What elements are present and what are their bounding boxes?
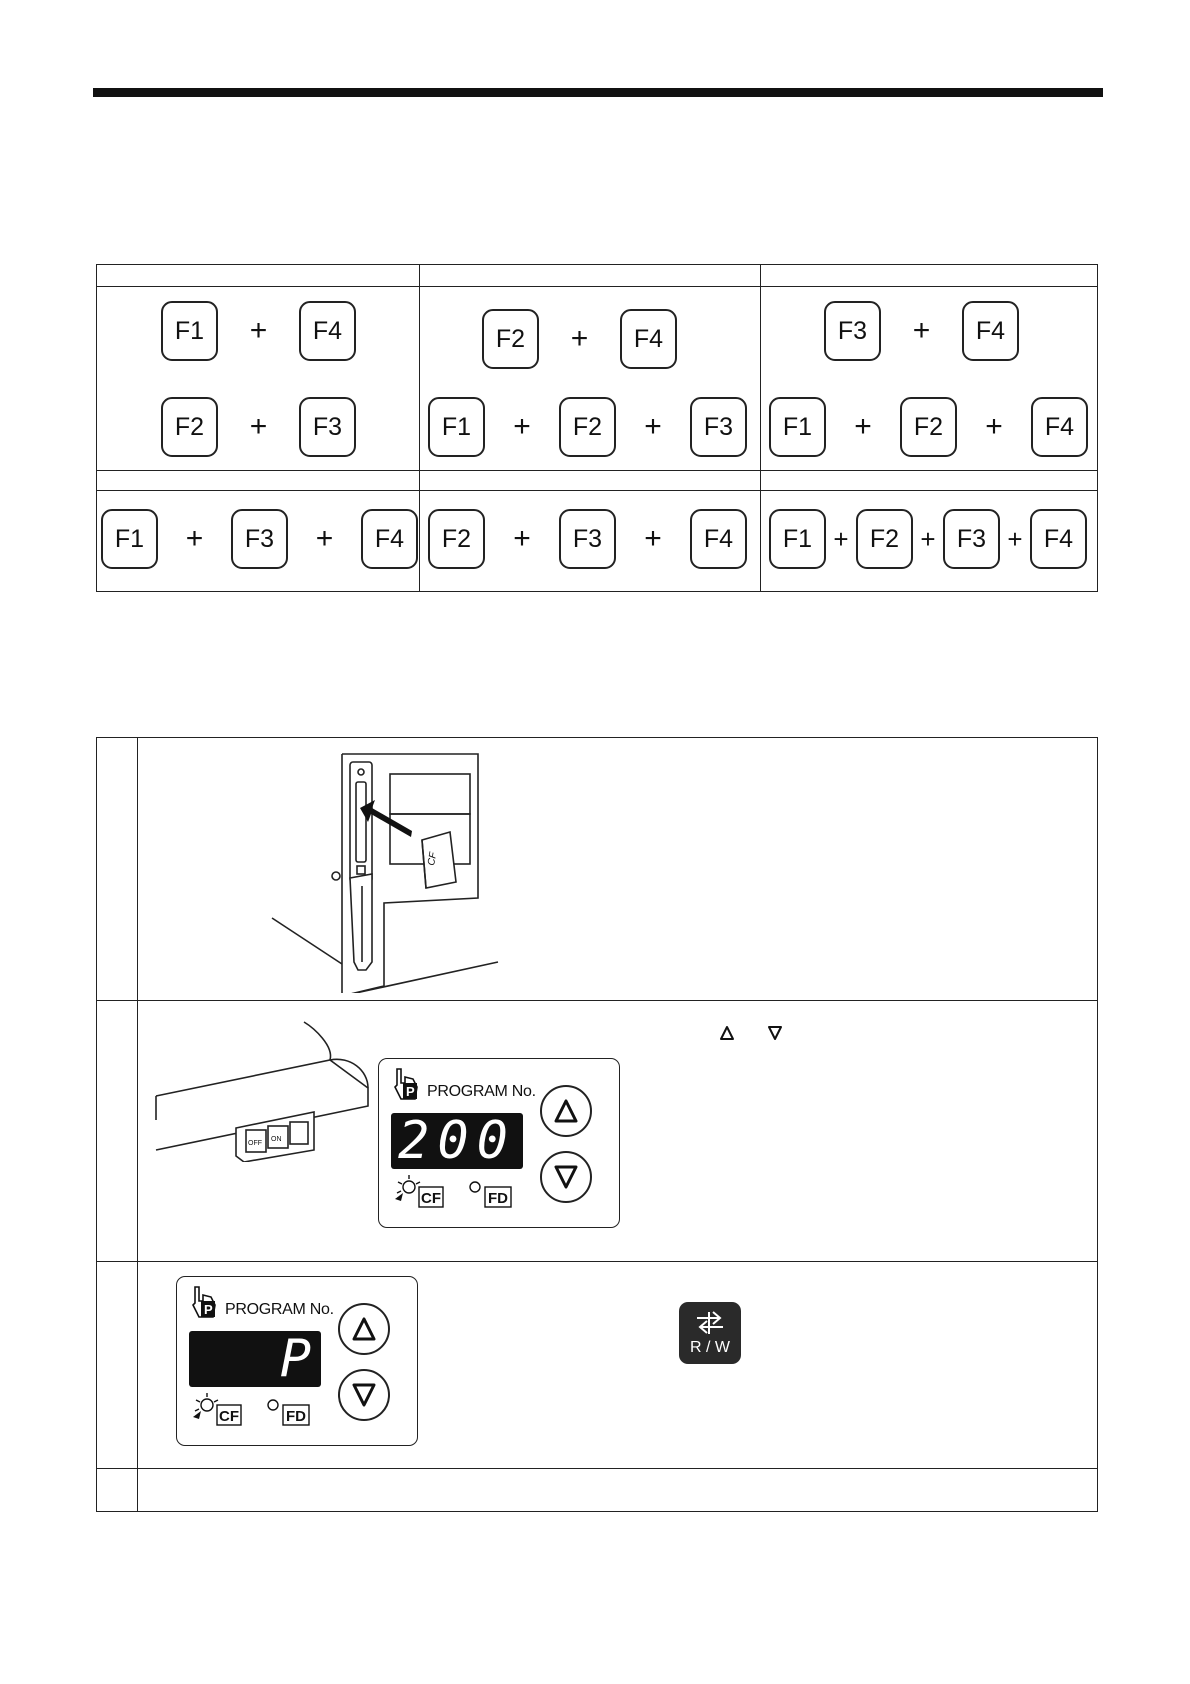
media-indicator-row bbox=[187, 1391, 317, 1427]
fd-media-label: FD bbox=[286, 1408, 306, 1425]
cf-media-label: CF bbox=[421, 1190, 441, 1207]
plus-sign: + bbox=[833, 524, 849, 554]
pointing-hand-p-icon bbox=[391, 1067, 421, 1101]
down-triangle-icon bbox=[767, 1025, 783, 1041]
plus-sign: + bbox=[644, 410, 662, 443]
plus-sign: + bbox=[513, 522, 531, 555]
key-combination bbox=[824, 300, 1019, 362]
read-write-key[interactable] bbox=[679, 1302, 741, 1364]
pointing-hand-p-icon bbox=[189, 1285, 219, 1319]
table-divider bbox=[97, 470, 1097, 471]
key-f1[interactable]: F1 bbox=[428, 397, 485, 457]
down-triangle-icon bbox=[351, 1382, 377, 1408]
key-f3[interactable]: F3 bbox=[943, 509, 1000, 569]
down-triangle-icon bbox=[553, 1164, 579, 1190]
svg-text:P: P bbox=[204, 1302, 213, 1317]
key-f1[interactable]: F1 bbox=[161, 301, 218, 361]
up-triangle-icon bbox=[719, 1025, 735, 1041]
cf-card-insertion-illustration bbox=[262, 748, 502, 993]
program-number-label: PROGRAM No. bbox=[427, 1083, 536, 1100]
key-f3[interactable]: F3 bbox=[299, 397, 356, 457]
key-f2[interactable]: F2 bbox=[161, 397, 218, 457]
plus-sign: + bbox=[644, 522, 662, 555]
row-divider bbox=[97, 1261, 1097, 1262]
table-divider bbox=[419, 265, 420, 591]
key-f4[interactable]: F4 bbox=[361, 509, 418, 569]
plus-sign: + bbox=[513, 410, 531, 443]
key-f2[interactable]: F2 bbox=[900, 397, 957, 457]
key-f1[interactable]: F1 bbox=[769, 509, 826, 569]
key-combination bbox=[161, 396, 356, 458]
cf-card-label: CF bbox=[426, 851, 440, 867]
key-f3[interactable]: F3 bbox=[690, 397, 747, 457]
svg-text:P: P bbox=[406, 1084, 415, 1099]
key-f4[interactable]: F4 bbox=[1031, 397, 1088, 457]
key-f4[interactable]: F4 bbox=[620, 309, 677, 369]
plus-sign: + bbox=[854, 410, 872, 443]
key-combination bbox=[428, 508, 747, 570]
key-f4[interactable]: F4 bbox=[690, 509, 747, 569]
key-combination bbox=[161, 300, 356, 362]
plus-sign: + bbox=[249, 314, 268, 347]
led-icon bbox=[201, 1399, 213, 1411]
fd-media-label: FD bbox=[488, 1190, 508, 1207]
table-divider bbox=[97, 286, 1097, 287]
program-number-panel bbox=[176, 1276, 418, 1446]
plus-sign: + bbox=[985, 410, 1003, 443]
up-triangle-icon bbox=[553, 1098, 579, 1124]
key-f3[interactable]: F3 bbox=[231, 509, 288, 569]
plus-sign: + bbox=[249, 410, 268, 443]
row-divider bbox=[97, 1468, 1097, 1469]
key-f4[interactable]: F4 bbox=[1030, 509, 1087, 569]
plus-sign: + bbox=[185, 522, 204, 555]
plus-sign: + bbox=[315, 522, 334, 555]
up-button[interactable] bbox=[338, 1303, 390, 1355]
down-button[interactable] bbox=[540, 1151, 592, 1203]
key-f2[interactable]: F2 bbox=[559, 397, 616, 457]
media-indicator-row bbox=[389, 1173, 519, 1209]
power-switch-illustration bbox=[154, 1010, 370, 1162]
key-combination bbox=[428, 396, 747, 458]
off-switch-label: OFF bbox=[248, 1140, 262, 1147]
row-divider bbox=[97, 1000, 1097, 1001]
rw-arrows-icon bbox=[693, 1308, 727, 1336]
key-f2[interactable]: F2 bbox=[856, 509, 913, 569]
program-number-display bbox=[391, 1113, 523, 1169]
program-number-value: 200 bbox=[398, 1111, 516, 1171]
program-number-panel bbox=[378, 1058, 620, 1228]
key-combination-table bbox=[96, 264, 1098, 592]
key-combination bbox=[101, 508, 418, 570]
plus-sign: + bbox=[920, 524, 936, 554]
on-switch-label: ON bbox=[271, 1136, 282, 1143]
key-f1[interactable]: F1 bbox=[101, 509, 158, 569]
program-number-display bbox=[189, 1331, 321, 1387]
key-combination bbox=[769, 396, 1088, 458]
program-number-label: PROGRAM No. bbox=[225, 1301, 334, 1318]
key-f2[interactable]: F2 bbox=[428, 509, 485, 569]
top-rule bbox=[93, 88, 1103, 97]
key-combination bbox=[482, 308, 677, 370]
down-button[interactable] bbox=[338, 1369, 390, 1421]
plus-sign: + bbox=[1007, 524, 1023, 554]
rw-key-label: R / W bbox=[690, 1339, 730, 1356]
cf-media-label: CF bbox=[219, 1408, 239, 1425]
step-number-column-divider bbox=[137, 738, 138, 1511]
key-f4[interactable]: F4 bbox=[962, 301, 1019, 361]
key-f2[interactable]: F2 bbox=[482, 309, 539, 369]
plus-sign: + bbox=[912, 314, 931, 347]
key-f3[interactable]: F3 bbox=[559, 509, 616, 569]
up-triangle-icon bbox=[351, 1316, 377, 1342]
led-icon bbox=[403, 1181, 415, 1193]
plus-sign: + bbox=[570, 322, 589, 355]
program-number-value: P bbox=[279, 1329, 311, 1389]
key-f4[interactable]: F4 bbox=[299, 301, 356, 361]
key-f3[interactable]: F3 bbox=[824, 301, 881, 361]
table-divider bbox=[97, 490, 1097, 491]
table-divider bbox=[760, 265, 761, 591]
up-button[interactable] bbox=[540, 1085, 592, 1137]
key-f1[interactable]: F1 bbox=[769, 397, 826, 457]
key-combination bbox=[769, 508, 1087, 570]
